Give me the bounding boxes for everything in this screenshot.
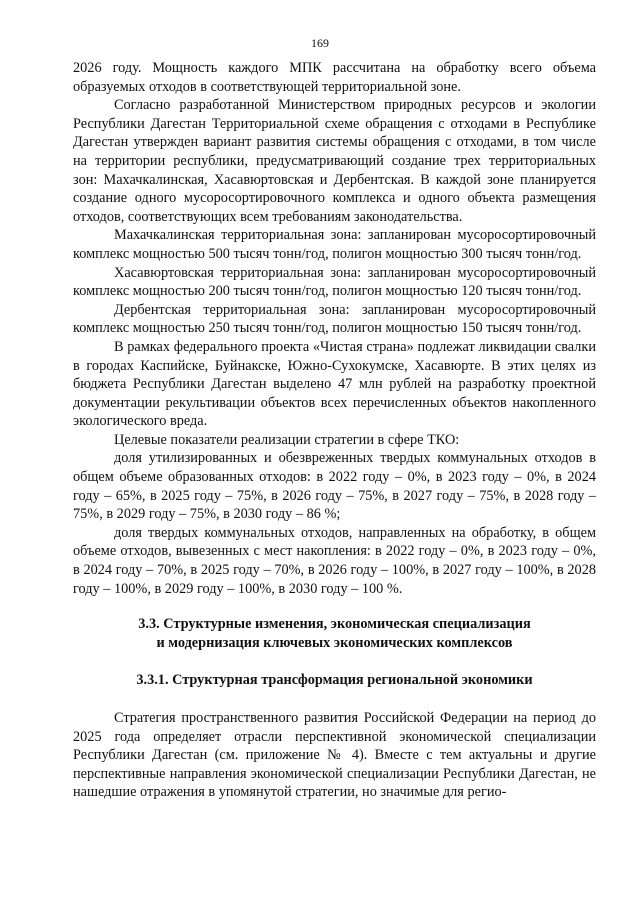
section-heading bbox=[73, 615, 596, 652]
paragraph: доля твердых коммунальных отходов, направленных на обработку, в общем объеме отходов, вывезенных с мест накопления: в 2022 году – 0%, в 2023 году – 0%, в 2024 году – 70%, в 2025 году – 70%, в 2026 году – 100%, в 2027 году – 100%, в 2028 году – 100%, в 2029 году – 100%, в 2030 году – 100 %. bbox=[73, 524, 596, 597]
paragraph: Махачкалинская территориальная зона: запланирован мусоросортировочный комплекс мощностью 500 тысяч тонн/год, полигон мощностью 300 тысяч тонн/год. bbox=[73, 227, 596, 262]
paragraph: Целевые показатели реализации стратегии в сфере ТКО: bbox=[114, 431, 460, 448]
paragraph: Стратегия пространственного развития Российской Федерации на период до 2025 года определяет отрасли перспективной экономической специализации Республики Дагестан (см. приложение № 4). Вместе с тем актуальны и другие перспективные направления экономической специализации Республики Дагестан, не нашедшие отражения в упомянутой стратегии, но значимые для регио- bbox=[73, 710, 596, 801]
paragraph: Согласно разработанной Министерством природных ресурсов и экологии Республики Дагестан Территориальной схеме обращения с отходами в Республике Дагестан утвержден вариант развития системы обращения с отходами, в том числе на территории республики, предусматривающий создание трех территориальных зон: Махачкалинская, Хасавюртовская и Дербентская. В каждой зоне планируется создание одного мусоросортировочного комплекса и одного объекта размещения отходов, соответствующих всем требованиям законодательства. bbox=[73, 97, 596, 225]
section-heading-line2: и модернизация ключевых экономических комплексов bbox=[156, 634, 513, 651]
page-number: 169 bbox=[311, 36, 329, 50]
paragraph: доля утилизированных и обезвреженных твердых коммунальных отходов в общем объеме образованных отходов: в 2022 году – 0%, в 2023 году – 0%, в 2024 году – 65%, в 2025 году – 75%, в 2026 году – 75%, в 2027 году – 75%, в 2028 году – 75%, в 2029 году – 75%, в 2030 году – 86 %; bbox=[73, 450, 596, 523]
paragraph: 2026 году. Мощность каждого МПК рассчитана на обработку всего объема образуемых отходов в соответствующей территориальной зоне. bbox=[73, 60, 596, 95]
paragraph: Дербентская территориальная зона: запланирован мусоросортировочный комплекс мощностью 250 тысяч тонн/год, полигон мощностью 150 тысяч тонн/год. bbox=[73, 301, 596, 337]
paragraph: Хасавюртовская территориальная зона: запланирован мусоросортировочный комплекс мощностью 200 тысяч тонн/год, полигон мощностью 120 тысяч тонн/год. bbox=[73, 264, 596, 300]
page-body bbox=[73, 59, 596, 802]
subsection-heading: 3.3.1. Структурная трансформация региональной экономики bbox=[136, 672, 533, 689]
paragraph: В рамках федерального проекта «Чистая страна» подлежат ликвидации свалки в городах Каспийске, Буйнакске, Южно-Сухокумске, Хасавюрте. В этих целях из бюджета Республики Дагестан выделено 47 млн рублей на разработку проектной документации рекультивации объектов всех перечисленных объектов накопленного экологического вреда. bbox=[73, 338, 596, 430]
section-heading-line1: 3.3. Структурные изменения, экономическая специализация bbox=[138, 616, 531, 633]
